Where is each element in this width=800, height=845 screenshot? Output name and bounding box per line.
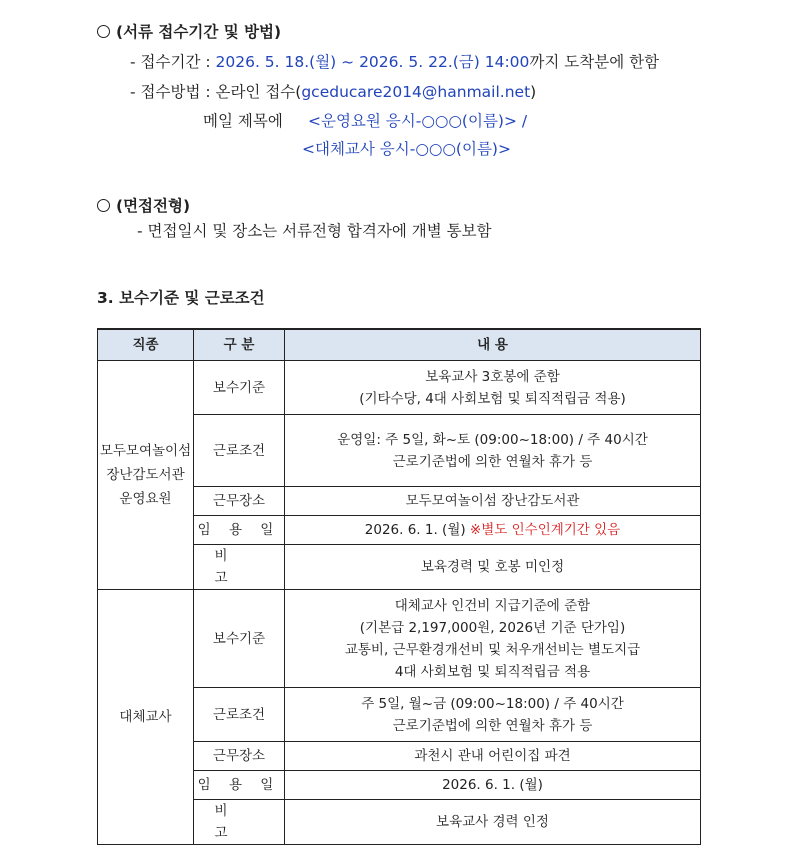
job-cell-substitute: 대체교사 xyxy=(98,590,194,845)
row-label: 임 용 일 xyxy=(194,516,285,545)
table-row xyxy=(98,590,701,688)
row-label: 근무장소 xyxy=(194,487,285,516)
submission-method: - 접수방법 : 온라인 접수(gceducare2014@hanmail.net) xyxy=(130,83,537,101)
circle-bullet-icon xyxy=(97,25,110,38)
submission-period-value: 2026. 5. 18.(월) ~ 2026. 5. 22.(금) 14:00 xyxy=(215,53,530,71)
submission-email[interactable]: gceducare2014@hanmail.net xyxy=(301,83,531,101)
row-label: 보수기준 xyxy=(194,361,285,415)
row-label: 보수기준 xyxy=(194,590,285,688)
header-content: 내 용 xyxy=(285,329,701,361)
table-header-row xyxy=(98,329,701,361)
handover-note: ※별도 인수인계기간 있음 xyxy=(469,522,621,538)
row-label: 근로조건 xyxy=(194,688,285,742)
row-content: 보육경력 및 호봉 미인정 xyxy=(285,545,701,590)
row-label: 근로조건 xyxy=(194,415,285,487)
header-category: 구 분 xyxy=(194,329,285,361)
row-content: 과천시 관내 어린이집 파견 xyxy=(285,742,701,771)
section3-title: 3. 보수기준 및 근로조건 xyxy=(97,289,265,307)
mail-subject-option-1: <운영요원 응시-○○○(이름)> / xyxy=(308,112,528,130)
conditions-table xyxy=(97,328,701,845)
row-label: 근무장소 xyxy=(194,742,285,771)
interview-description: - 면접일시 및 장소는 서류전형 합격자에 개별 통보함 xyxy=(137,222,492,240)
row-content: 모두모여놀이섬 장난감도서관 xyxy=(285,487,701,516)
row-label: 임 용 일 xyxy=(194,771,285,800)
docs-section-title: (서류 접수기간 및 방법) xyxy=(97,20,281,42)
row-content: 2026. 6. 1. (월) ※별도 인수인계기간 있음 xyxy=(285,516,701,545)
row-content: 운영일: 주 5일, 화~토 (09:00~18:00) / 주 40시간 근로기준법에 의한 연월차 휴가 등 xyxy=(285,415,701,487)
mail-subject-option-2: <대체교사 응시-○○○(이름)> xyxy=(302,140,511,158)
row-content: 보육교사 경력 인정 xyxy=(285,800,701,845)
header-job: 직종 xyxy=(98,329,194,361)
mail-subject-label: 메일 제목에 xyxy=(203,112,283,130)
row-label: 비 고 xyxy=(194,800,285,845)
row-content: 대체교사 인건비 지급기준에 준함 (기본급 2,197,000원, 2026년 기준 단가임) 교통비, 근무환경개선비 및 처우개선비는 별도지급 4대 사회보험 및 퇴직적립금 적용 xyxy=(285,590,701,688)
row-content: 보육교사 3호봉에 준함 (기타수당, 4대 사회보험 및 퇴직적립금 적용) xyxy=(285,361,701,415)
row-content: 주 5일, 월~금 (09:00~18:00) / 주 40시간 근로기준법에 의한 연월차 휴가 등 xyxy=(285,688,701,742)
circle-bullet-icon xyxy=(97,199,110,212)
interview-section-title: (면접전형) xyxy=(97,194,190,216)
row-label: 비 고 xyxy=(194,545,285,590)
submission-period: - 접수기간 : 2026. 5. 18.(월) ~ 2026. 5. 22.(금) 14:00까지 도착분에 한함 xyxy=(130,53,660,71)
row-content: 2026. 6. 1. (월) xyxy=(285,771,701,800)
job-cell-operator: 모두모여놀이섬 장난감도서관 운영요원 xyxy=(98,361,194,590)
table-row xyxy=(98,361,701,415)
